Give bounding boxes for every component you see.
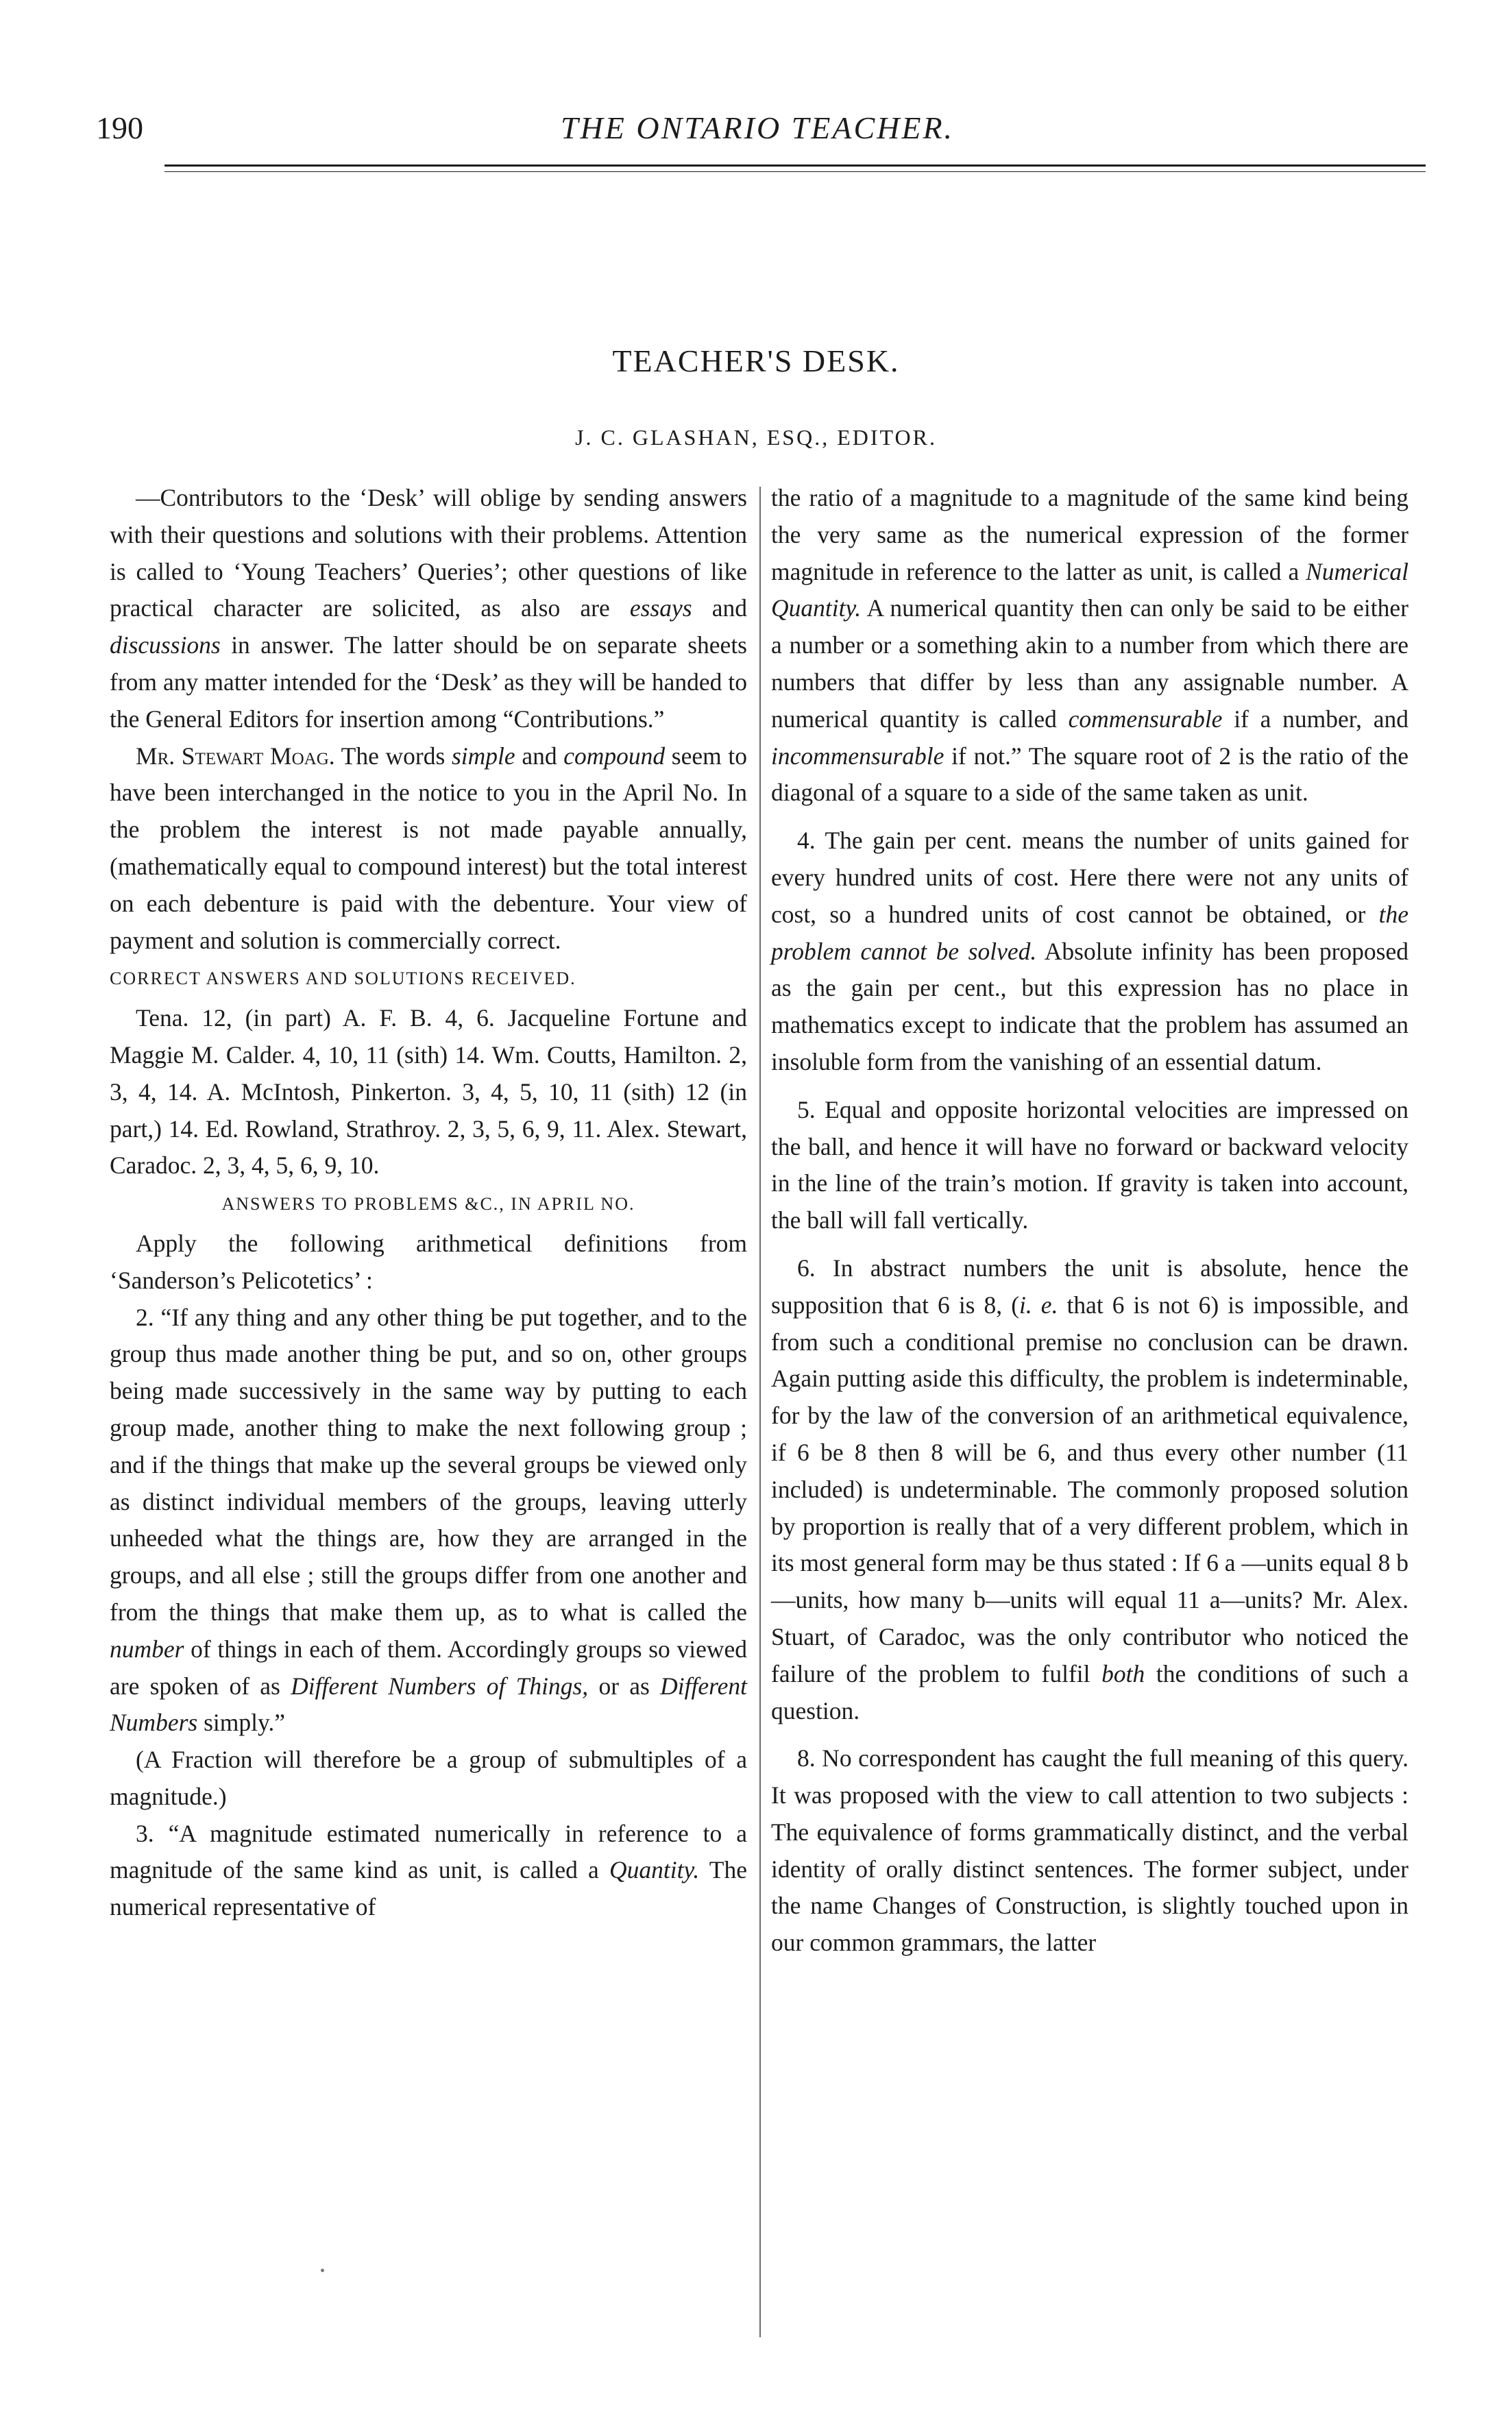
answer-8: 8. No correspondent has caught the full meaning of this query. It was proposed with the view to call attention to two subjects : The equivalence of forms grammatically distinct, and the verbal identity of orally distinct sentences. The former subject, under the name Changes of Construction, is slightly touched upon in our common grammars, the latter — [771, 1744, 1409, 1957]
answer-5: 5. Equal and opposite horizontal velocities are impressed on the ball, and hence it will have no forward or backward velocity in the line of the train’s motion. If gravity is taken into account, the ball will fall vertically. — [771, 1095, 1409, 1234]
editor-line: J. C. GLASHAN, ESQ., EDITOR. — [575, 425, 937, 450]
definition-3-continued: the ratio of a magnitude to a magnitude of the same kind being the very same as the numerical expression of the former magnitude in reference to the latter as unit, is called a Numerical Quantity. A numerical quantity then can only be said to be either a number or a something akin to a number from which there are numbers that differ by less than any assignable number. A numerical quantity is called commensurable if a number, and incommensurable if not.” The square root of 2 is the ratio of the diagonal of a square to a side of the same taken as unit. — [771, 484, 1409, 807]
section-title: TEACHER'S DESK. — [612, 343, 900, 378]
answer-4: 4. The gain per cent. means the number of units gained for every hundred units of cost. Here there were not any units of cost, so a hundred units of cost cannot be obtained, or the problem cannot be solved. Absolute infinity has been proposed as the gain per cent., but this expression has no place in mathematics except to indicate that the problem has assumed an insoluble form from the vanishing of an essential datum. — [771, 827, 1409, 1075]
header-rule-thin — [164, 171, 1426, 172]
contributors-notice: —Contributors to the ‘Desk’ will oblige by sending answers with their questions and solutions with their problems. Attention is called to ‘Young Teachers’ Queries’; other questions of like practical character are solicited, as also are essays and discussions in answer. The latter should be on separate sheets from any matter intended for the ‘Desk’ as they will be handed to the General Editors for insertion among “Contributions.” — [110, 484, 748, 733]
apply-definitions: Apply the following arithmetical definitions from ‘Sanderson’s Pelicotetics’ : — [110, 1229, 747, 1294]
answers-heading: ANSWERS TO PROBLEMS &C., IN APRIL NO. — [221, 1194, 635, 1215]
correct-answers-heading: CORRECT ANSWERS AND SOLUTIONS RECEIVED. — [110, 968, 576, 989]
running-head: THE ONTARIO TEACHER. — [560, 110, 955, 145]
definition-3: 3. “A magnitude estimated numerically in reference to a magnitude of the same kind as unit, is called a Quantity. The numerical representative of — [110, 1819, 747, 1921]
correct-answers-list: Tena. 12, (in part) A. F. B. 4, 6. Jacqueline Fortune and Maggie M. Calder. 4, 10, 11 (sith) 14. Wm. Coutts, Hamilton. 2, 3, 4, 14. A. McIntosh, Pinkerton. 3, 4, 5, 10, 11 (sith) 12 (in part,) 14. Ed. Rowland, Strathroy. 2, 3, 5, 6, 9, 11. Alex. Stewart, Caradoc. 2, 3, 4, 5, 6, 9, 10. — [110, 1004, 747, 1180]
left-column — [110, 480, 747, 1926]
definition-2: 2. “If any thing and any other thing be put together, and to the group thus made another thing be put, and so on, other groups being made successively in the same way by putting to each group made, another thing to make the next following group ; and if the things that make up the several groups be viewed only as distinct individual members of the groups, leaving utterly unheeded what the things are, how they are arranged in the groups, and all else ; still the groups differ from one another and from the things that make them up, as to what is called the number of things in each of them. Accordingly groups so viewed are spoken of as Different Numbers of Things, or as Different Numbers simply.” — [110, 1303, 747, 1737]
right-column — [771, 480, 1409, 1962]
header-rule — [164, 164, 1426, 167]
column-divider — [759, 487, 761, 2337]
fraction-note: (A Fraction will therefore be a group of submultiples of a magnitude.) — [110, 1746, 747, 1810]
print-speck — [321, 2269, 324, 2272]
answer-6: 6. In abstract numbers the unit is absolute, hence the supposition that 6 is 8, (i. e. that 6 is not 6) is impossible, and from such a conditional premise no conclusion can be drawn. Again putting aside this difficulty, the problem is indeterminable, for by the law of the conversion of an arithmetical equivalence, if 6 be 8 then 8 will be 6, and thus every other number (11 included) is undeterminable. The commonly proposed solution by proportion is really that of a very different problem, which in its most general form may be thus stated : If 6 a —units equal 8 b—units, how many b—units will equal 11 a—units? Mr. Alex. Stuart, of Caradoc, was the only contributor who noticed the failure of the problem to fulfil both the conditions of such a question. — [771, 1254, 1409, 1724]
page-number: 190 — [96, 110, 143, 145]
page-header — [96, 110, 1419, 164]
reply-moag: Mr. Stewart Moag. The words simple and compound seem to have been interchanged in the notice to you in the April No. In the problem the interest is not made payable annually, (mathematically equal to compound interest) but the total interest on each debenture is paid with the debenture. Your view of payment and solution is commercially correct. — [110, 742, 748, 954]
